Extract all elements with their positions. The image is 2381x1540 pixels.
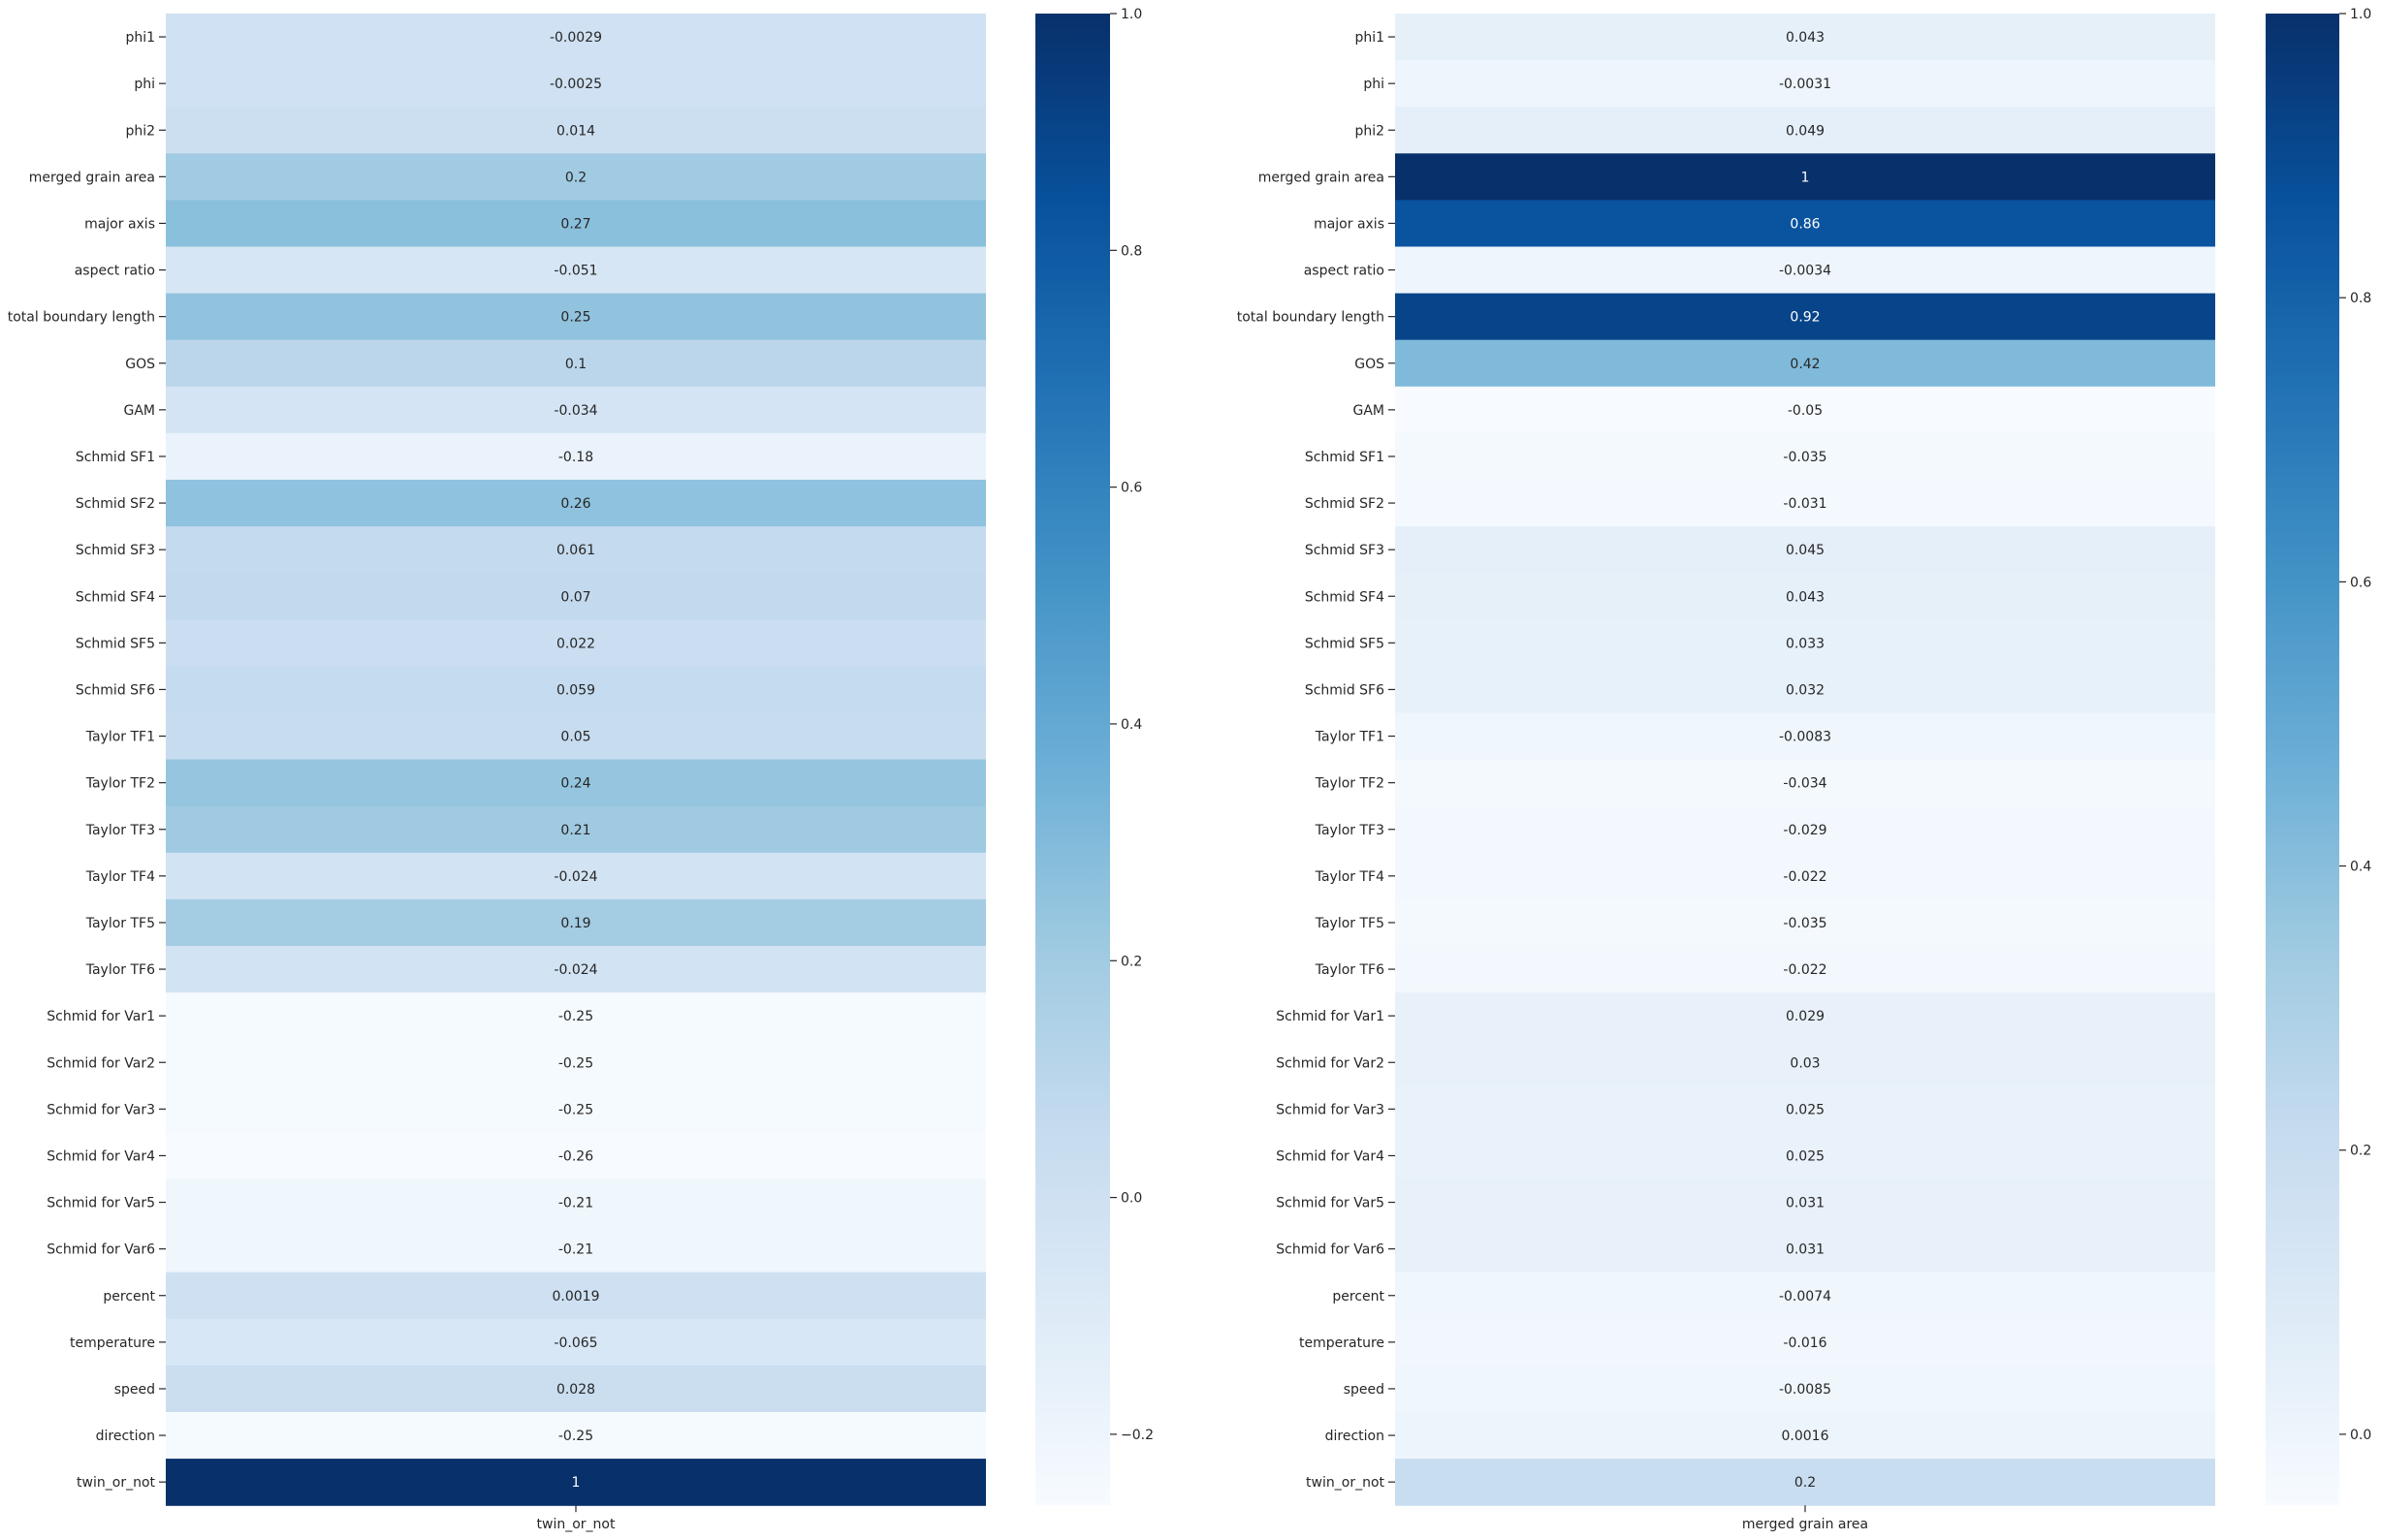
row-label-temperature: temperature [70, 1335, 155, 1351]
cell-value-phi1: 0.043 [1785, 30, 1825, 47]
cell-value-schmid-for-var4: 0.025 [1785, 1148, 1825, 1165]
cell-value-aspect-ratio: -0.0034 [1778, 263, 1832, 279]
colorbar-tick-label: 0.4 [2350, 859, 2372, 875]
row-label-percent: percent [1332, 1288, 1384, 1304]
row-label-major-axis: major axis [1314, 216, 1384, 233]
cell-value-schmid-sf1: -0.035 [1783, 449, 1827, 465]
cell-value-major-axis: 0.27 [560, 216, 591, 233]
row-label-schmid-for-var6: Schmid for Var6 [47, 1241, 155, 1258]
colorbar-tick-label: 0.8 [1121, 243, 1143, 260]
row-label-taylor-tf4: Taylor TF4 [1315, 868, 1384, 885]
cell-value-taylor-tf6: -0.022 [1783, 962, 1827, 979]
row-label-aspect-ratio: aspect ratio [74, 263, 155, 279]
colorbar-tick-label: 0.8 [2350, 291, 2372, 307]
cell-value-twin-or-not: 0.2 [1794, 1475, 1817, 1492]
cell-value-schmid-sf5: 0.022 [556, 636, 596, 652]
row-label-schmid-for-var2: Schmid for Var2 [1276, 1055, 1384, 1072]
row-label-schmid-for-var4: Schmid for Var4 [47, 1148, 155, 1165]
row-label-schmid-sf2: Schmid SF2 [1304, 496, 1384, 513]
row-label-taylor-tf2: Taylor TF2 [85, 775, 155, 792]
cell-value-merged-grain-area: 0.2 [564, 170, 587, 186]
colorbar-tick-label: 1.0 [2350, 7, 2372, 22]
cell-value-major-axis: 0.86 [1790, 216, 1821, 233]
cell-value-taylor-tf1: 0.05 [560, 729, 591, 745]
cell-value-schmid-for-var1: 0.029 [1785, 1009, 1825, 1025]
row-label-schmid-for-var6: Schmid for Var6 [1276, 1241, 1384, 1258]
row-label-phi: phi [134, 77, 155, 93]
cell-value-schmid-sf3: 0.061 [556, 543, 596, 559]
row-label-taylor-tf6: Taylor TF6 [1315, 962, 1384, 979]
row-label-direction: direction [95, 1429, 155, 1445]
cell-value-schmid-for-var5: 0.031 [1785, 1195, 1825, 1211]
cell-value-phi: -0.0025 [549, 77, 603, 93]
heatmap-cells-twin-or-not [166, 14, 986, 1506]
row-label-taylor-tf1: Taylor TF1 [1315, 729, 1384, 745]
row-label-schmid-for-var3: Schmid for Var3 [47, 1102, 155, 1118]
cell-value-schmid-for-var2: 0.03 [1790, 1055, 1821, 1072]
row-label-taylor-tf3: Taylor TF3 [85, 822, 155, 838]
row-label-speed: speed [1343, 1381, 1384, 1398]
row-label-phi1: phi1 [125, 30, 155, 47]
cell-value-schmid-sf6: 0.059 [556, 682, 596, 699]
heatmap-panel-merged-grain-area [1237, 7, 2372, 1532]
row-label-taylor-tf6: Taylor TF6 [85, 962, 155, 979]
row-label-schmid-sf1: Schmid SF1 [1304, 449, 1384, 465]
row-label-direction: direction [1324, 1429, 1384, 1445]
cell-value-taylor-tf4: -0.024 [554, 868, 598, 885]
colorbar-twin-or-not [1035, 7, 1154, 1505]
cell-value-percent: -0.0074 [1778, 1288, 1832, 1304]
row-label-schmid-sf6: Schmid SF6 [1304, 682, 1384, 699]
row-label-phi: phi [1363, 77, 1384, 93]
column-label-merged-grain-area [1742, 1505, 1868, 1532]
cell-value-taylor-tf4: -0.022 [1783, 868, 1827, 885]
row-label-phi2: phi2 [1354, 123, 1384, 140]
cell-value-schmid-for-var6: -0.21 [557, 1241, 594, 1258]
row-label-percent: percent [103, 1288, 155, 1304]
row-label-twin-or-not: twin_or_not [1306, 1475, 1384, 1492]
cell-value-schmid-for-var6: 0.031 [1785, 1241, 1825, 1258]
cell-value-gam: -0.05 [1787, 402, 1824, 419]
row-label-schmid-sf5: Schmid SF5 [1304, 636, 1384, 652]
cell-value-phi2: 0.049 [1785, 123, 1825, 140]
cell-value-speed: -0.0085 [1778, 1381, 1832, 1398]
cell-value-schmid-sf6: 0.032 [1785, 682, 1825, 699]
cell-value-twin-or-not: 1 [571, 1475, 581, 1492]
cell-value-schmid-for-var2: -0.25 [557, 1055, 594, 1072]
row-label-schmid-for-var3: Schmid for Var3 [1276, 1102, 1384, 1118]
cell-value-schmid-sf5: 0.033 [1785, 636, 1825, 652]
cell-value-phi2: 0.014 [556, 123, 596, 140]
row-label-schmid-sf1: Schmid SF1 [75, 449, 155, 465]
row-label-merged-grain-area: merged grain area [28, 170, 155, 186]
cell-value-percent: 0.0019 [552, 1288, 600, 1304]
row-label-taylor-tf5: Taylor TF5 [1315, 915, 1384, 931]
row-label-taylor-tf4: Taylor TF4 [85, 868, 155, 885]
row-label-total-boundary-length: total boundary length [1236, 309, 1384, 326]
colorbar-tick-label: −0.2 [1121, 1427, 1154, 1443]
cell-value-total-boundary-length: 0.25 [560, 309, 591, 326]
cell-value-schmid-sf4: 0.043 [1785, 589, 1825, 606]
row-label-total-boundary-length: total boundary length [7, 309, 155, 326]
column-label-twin-or-not [537, 1505, 616, 1532]
cell-value-gam: -0.034 [554, 402, 598, 419]
colorbar-gradient [1035, 14, 1110, 1505]
cell-value-taylor-tf2: -0.034 [1783, 775, 1827, 792]
column-label: twin_or_not [536, 1517, 616, 1533]
row-label-schmid-for-var5: Schmid for Var5 [1276, 1195, 1384, 1211]
cell-value-schmid-for-var5: -0.21 [557, 1195, 594, 1211]
cell-value-total-boundary-length: 0.92 [1790, 309, 1821, 326]
cell-value-taylor-tf1: -0.0083 [1778, 729, 1832, 745]
cell-value-schmid-for-var3: -0.25 [557, 1102, 594, 1118]
cell-value-phi1: -0.0029 [549, 30, 603, 47]
colorbar-tick-label: 0.6 [1121, 480, 1143, 496]
row-label-schmid-for-var1: Schmid for Var1 [47, 1009, 155, 1025]
row-label-phi1: phi1 [1354, 30, 1384, 47]
cell-value-aspect-ratio: -0.051 [554, 263, 598, 279]
row-label-schmid-for-var1: Schmid for Var1 [1276, 1009, 1384, 1025]
row-label-gam: GAM [123, 402, 155, 419]
cell-value-direction: 0.0016 [1781, 1429, 1829, 1445]
row-label-schmid-sf6: Schmid SF6 [75, 682, 155, 699]
colorbar-merged-grain-area [2266, 7, 2371, 1505]
column-label: merged grain area [1741, 1517, 1869, 1533]
cell-value-schmid-sf2: 0.26 [560, 496, 591, 513]
cell-value-schmid-sf3: 0.045 [1785, 543, 1825, 559]
colorbar-tick-label: 0.0 [2350, 1427, 2372, 1443]
row-label-phi2: phi2 [125, 123, 155, 140]
row-label-schmid-sf4: Schmid SF4 [1304, 589, 1384, 606]
colorbar-tick-label: 0.4 [1121, 716, 1143, 733]
cell-value-merged-grain-area: 1 [1800, 170, 1810, 186]
cell-value-temperature: -0.065 [554, 1335, 598, 1351]
cell-value-schmid-for-var1: -0.25 [557, 1009, 594, 1025]
cell-value-phi: -0.0031 [1778, 77, 1832, 93]
colorbar-tick-label: 0.0 [1121, 1190, 1143, 1207]
row-label-schmid-for-var2: Schmid for Var2 [47, 1055, 155, 1072]
colorbar-tick-label: 0.6 [2350, 575, 2372, 591]
row-label-gam: GAM [1352, 402, 1384, 419]
row-label-schmid-for-var5: Schmid for Var5 [47, 1195, 155, 1211]
row-label-schmid-sf3: Schmid SF3 [75, 543, 155, 559]
row-label-major-axis: major axis [84, 216, 155, 233]
row-label-schmid-sf4: Schmid SF4 [75, 589, 155, 606]
cell-value-schmid-sf4: 0.07 [560, 589, 591, 606]
row-label-taylor-tf3: Taylor TF3 [1315, 822, 1384, 838]
cell-value-taylor-tf3: 0.21 [560, 822, 591, 838]
row-label-twin-or-not: twin_or_not [77, 1475, 155, 1492]
cell-value-schmid-sf2: -0.031 [1783, 496, 1827, 513]
colorbar-tick-label: 0.2 [1121, 954, 1143, 970]
cell-value-temperature: -0.016 [1783, 1335, 1827, 1351]
row-label-schmid-for-var4: Schmid for Var4 [1276, 1148, 1384, 1165]
cell-value-schmid-sf1: -0.18 [557, 449, 594, 465]
colorbar-tick-label: 0.2 [2350, 1143, 2372, 1159]
cell-value-taylor-tf5: -0.035 [1783, 915, 1827, 931]
cell-value-speed: 0.028 [556, 1381, 596, 1398]
row-labels-twin-or-not [8, 30, 166, 1491]
row-label-schmid-sf2: Schmid SF2 [75, 496, 155, 513]
heatmap-cells-merged-grain-area [1395, 14, 2215, 1506]
colorbar-tick-label: 1.0 [1121, 7, 1143, 22]
heatmap-panel-twin-or-not [8, 7, 1154, 1532]
cell-value-direction: -0.25 [557, 1429, 594, 1445]
cell-value-taylor-tf3: -0.029 [1783, 822, 1827, 838]
cell-value-taylor-tf2: 0.24 [560, 775, 591, 792]
cell-value-schmid-for-var4: -0.26 [557, 1148, 594, 1165]
row-label-temperature: temperature [1299, 1335, 1384, 1351]
colorbar-gradient [2266, 14, 2339, 1505]
cell-value-gos: 0.1 [564, 356, 587, 372]
row-label-gos: GOS [125, 356, 155, 372]
cell-value-schmid-for-var3: 0.025 [1785, 1102, 1825, 1118]
row-label-gos: GOS [1354, 356, 1384, 372]
row-label-merged-grain-area: merged grain area [1257, 170, 1384, 186]
row-label-aspect-ratio: aspect ratio [1303, 263, 1384, 279]
cell-value-gos: 0.42 [1790, 356, 1821, 372]
cell-value-taylor-tf5: 0.19 [560, 915, 591, 931]
row-labels-merged-grain-area [1237, 30, 1395, 1491]
row-label-schmid-sf5: Schmid SF5 [75, 636, 155, 652]
row-label-taylor-tf1: Taylor TF1 [85, 729, 155, 745]
cell-value-taylor-tf6: -0.024 [554, 962, 598, 979]
row-label-taylor-tf5: Taylor TF5 [85, 915, 155, 931]
row-label-taylor-tf2: Taylor TF2 [1315, 775, 1384, 792]
row-label-speed: speed [113, 1381, 155, 1398]
row-label-schmid-sf3: Schmid SF3 [1304, 543, 1384, 559]
